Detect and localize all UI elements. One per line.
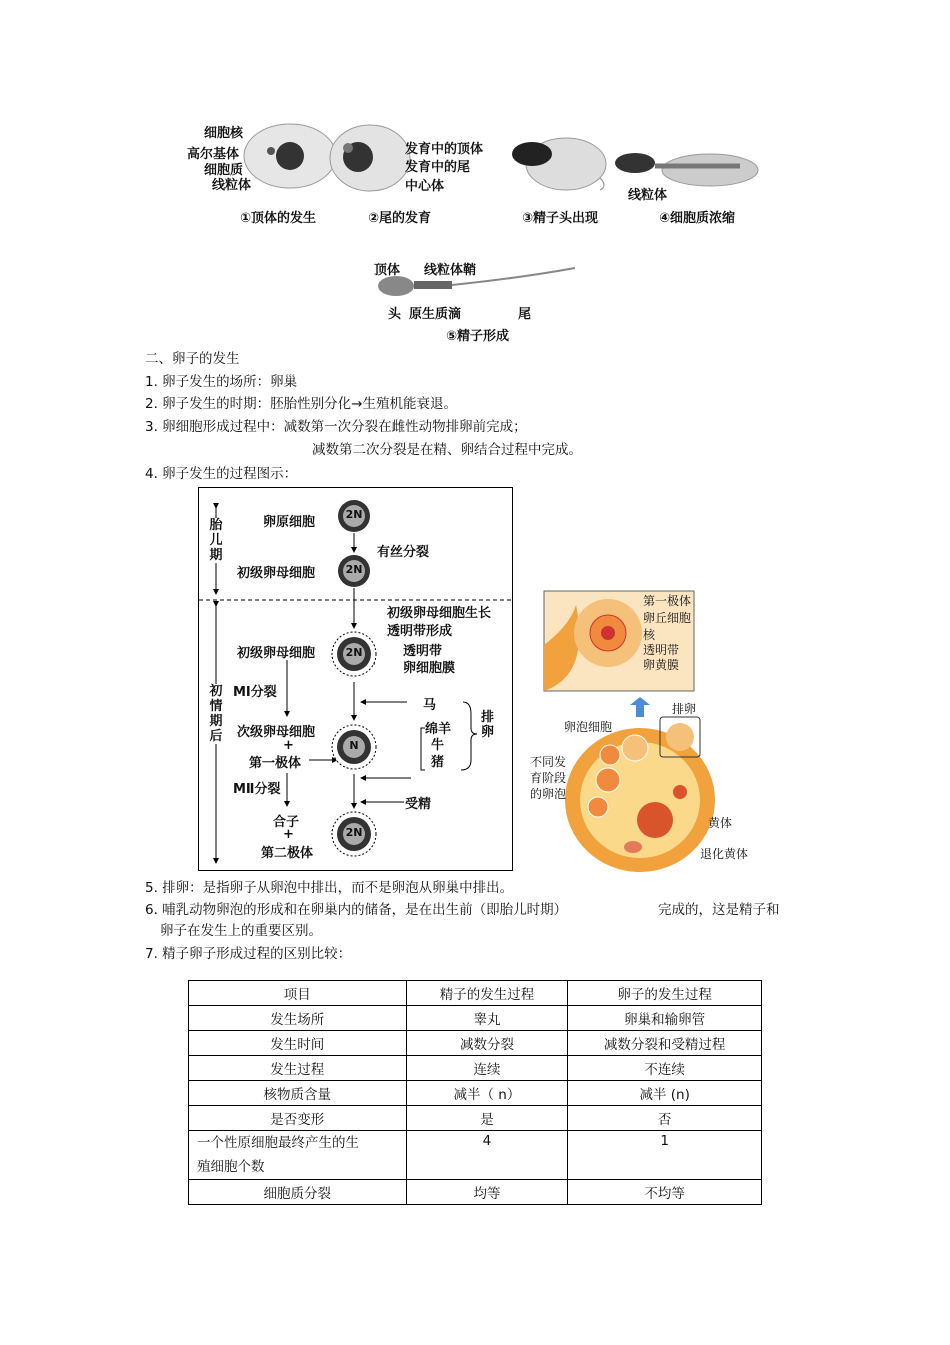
table-cell: 减数分裂 — [406, 1031, 568, 1056]
table-cell: 不连续 — [568, 1056, 762, 1081]
table-row — [189, 1180, 762, 1205]
inset-label-vitelline: 卵黄膜 — [643, 658, 680, 672]
table-cell-line: 一个性原细胞最终产生的生 — [197, 1135, 359, 1151]
inset-label-cumulus: 卵丘细胞 — [643, 611, 692, 625]
stage4-cytoplasm — [662, 154, 758, 186]
section-title: 二、卵子的发生 — [145, 351, 240, 367]
table-cell: 4 — [406, 1131, 568, 1180]
plus-2: + — [283, 827, 294, 842]
cow-label: 牛 — [431, 738, 445, 753]
point-6c: 卵子在发生上的重要区别。 — [160, 923, 322, 939]
stage1-nucleus — [276, 142, 304, 170]
stage4-label-mitochondria: 线粒体 — [628, 188, 668, 203]
stage1-golgi — [267, 147, 275, 155]
point-1: 1. 卵子发生的场所：卵巢 — [145, 374, 298, 390]
table-cell: 否 — [568, 1106, 762, 1131]
table-row — [189, 1081, 762, 1106]
ovary-label-stages-3: 的卵泡 — [530, 787, 567, 801]
table-cell: 均等 — [406, 1180, 568, 1205]
ovary-label-regressed: 退化黄体 — [700, 847, 749, 861]
stage4-caption: ④细胞质浓缩 — [659, 211, 736, 226]
stage3-caption: ③精子头出现 — [522, 211, 599, 226]
cell3-ploidy: 2N — [345, 646, 363, 659]
stage1-label-cytoplasm: 细胞质 — [204, 163, 244, 178]
table-cell: 减半 (n) — [568, 1081, 762, 1106]
point-3b: 减数第二次分裂是在精、卵结合过程中完成。 — [312, 442, 582, 458]
primary-oocyte2-label: 初级卵母细胞 — [237, 646, 316, 661]
stage5-label-head: 头 — [388, 307, 402, 322]
table-cell: 是 — [406, 1106, 568, 1131]
stage5-caption: ⑤精子形成 — [446, 329, 510, 344]
membrane-label: 卵细胞膜 — [403, 661, 456, 676]
inset-label-nucleus: 核 — [643, 628, 656, 642]
cell2-ploidy: 2N — [345, 563, 363, 576]
table-cell: 卵巢和输卵管 — [568, 1006, 762, 1031]
stage5-label-droplet: 原生质滴 — [409, 307, 462, 322]
table-cell: 细胞质分裂 — [189, 1180, 407, 1205]
point-6a: 6. 哺乳动物卵泡的形成和在卵巢内的储备，是在出生前（即胎儿时期） — [145, 902, 568, 918]
table-cell: 发生过程 — [189, 1056, 407, 1081]
table-cell-line: 殖细胞个数 — [197, 1159, 265, 1175]
stage3-head — [512, 142, 552, 166]
ovary-label-ovulation: 排卵 — [672, 702, 697, 716]
puberty-period-label: 初情期后 — [209, 684, 223, 744]
table-row — [189, 1056, 762, 1081]
stage1-label-golgi: 高尔基体 — [187, 147, 240, 162]
horse-label: 马 — [423, 698, 437, 713]
fertilization-label: 受精 — [405, 797, 432, 812]
stage5-label-mito-sheath: 线粒体鞘 — [424, 263, 477, 278]
inset-label-zona: 透明带 — [643, 643, 680, 657]
stage5-label-tail: 尾 — [518, 307, 532, 322]
ovary-label-stages-2: 育阶段 — [530, 771, 567, 785]
primary-oocyte-label: 初级卵母细胞 — [237, 566, 316, 581]
table-cell: 减数分裂和受精过程 — [568, 1031, 762, 1056]
table-row — [189, 1031, 762, 1056]
first-polar-body-label: 第一极体 — [249, 756, 302, 771]
table-header-row — [189, 981, 762, 1006]
growth-label: 初级卵母细胞生长 — [387, 606, 492, 621]
table-cell: 不均等 — [568, 1180, 762, 1205]
table-cell: 1 — [568, 1131, 762, 1180]
cell1-ploidy: 2N — [345, 508, 363, 521]
corpus-luteum — [637, 802, 673, 838]
stage2-acrosome — [343, 143, 353, 153]
point-4: 4. 卵子发生的过程图示： — [145, 466, 298, 482]
m2-label: MⅡ分裂 — [233, 782, 281, 797]
inset-label-first-polar: 第一极体 — [643, 594, 692, 608]
table-cell: 核物质含量 — [189, 1081, 407, 1106]
table-row — [189, 1131, 762, 1180]
zona-label: 透明带 — [403, 644, 443, 659]
plus-1: + — [283, 738, 294, 753]
table-cell: 减半（ n） — [406, 1081, 568, 1106]
pig-label: 猪 — [431, 755, 445, 770]
table-cell: 发生场所 — [189, 1006, 407, 1031]
fetal-period-label: 胎儿期 — [209, 518, 223, 563]
m1-label: MⅠ分裂 — [233, 685, 277, 700]
table-header: 卵子的发生过程 — [568, 981, 762, 1006]
table-header: 项目 — [189, 981, 407, 1006]
table-cell: 发生时间 — [189, 1031, 407, 1056]
table-header: 精子的发生过程 — [406, 981, 568, 1006]
zona-formed-label: 透明带形成 — [387, 624, 453, 639]
oogonium-label: 卵原细胞 — [263, 515, 316, 530]
table-cell — [189, 1131, 407, 1180]
stage1-label-mitochondria: 线粒体 — [212, 178, 252, 193]
table-row — [189, 1006, 762, 1031]
second-polar-body-label: 第二极体 — [261, 846, 314, 861]
ovary-label-follicle-cells: 卵泡细胞 — [564, 720, 613, 734]
stage2-label-tail: 发育中的尾 — [405, 160, 471, 175]
oogenesis-arrows — [199, 488, 512, 870]
stage5-head — [378, 276, 414, 296]
cell5-ploidy: 2N — [345, 826, 363, 839]
mitosis-label: 有丝分裂 — [377, 545, 430, 560]
stage4-head — [615, 153, 655, 173]
sheep-label: 绵羊 — [425, 722, 452, 737]
ovary-label-stages-1: 不同发 — [530, 755, 567, 769]
oogenesis-diagram — [198, 487, 513, 871]
ovary-illustration — [530, 585, 770, 875]
stage1-label-nucleus: 细胞核 — [204, 126, 244, 141]
stage2-label-acrosome: 发育中的顶体 — [405, 142, 484, 157]
stage5-label-acrosome: 顶体 — [374, 263, 401, 278]
table-cell: 是否变形 — [189, 1106, 407, 1131]
table-row — [189, 1106, 762, 1131]
stage1-caption: ①顶体的发生 — [240, 211, 317, 226]
point-6b: 完成的，这是精子和 — [658, 902, 780, 918]
cell4-ploidy: N — [349, 739, 359, 752]
point-7: 7. 精子卵子形成过程的区别比较： — [145, 946, 352, 962]
ovulation-arrow — [630, 697, 650, 717]
ovulation-label: 排卵 — [481, 710, 495, 740]
ovary-label-corpus: 黄体 — [708, 816, 733, 830]
stage5-midpiece — [414, 281, 452, 289]
stage2-label-centriole: 中心体 — [405, 179, 445, 194]
zygote-label: 合子 — [273, 815, 300, 830]
table-cell: 睾丸 — [406, 1006, 568, 1031]
table-cell: 连续 — [406, 1056, 568, 1081]
comparison-table — [188, 980, 762, 1205]
regressed-corpus — [624, 841, 642, 853]
secondary-oocyte-label: 次级卵母细胞 — [237, 725, 316, 740]
point-5: 5. 排卵：是指卵子从卵泡中排出，而不是卵泡从卵巢中排出。 — [145, 880, 514, 896]
stage2-caption: ②尾的发育 — [368, 211, 432, 226]
point-2: 2. 卵子发生的时期：胚胎性别分化→生殖机能衰退。 — [145, 396, 457, 412]
point-3a: 3. 卵细胞形成过程中：减数第一次分裂在雌性动物排卵前完成； — [145, 419, 527, 435]
